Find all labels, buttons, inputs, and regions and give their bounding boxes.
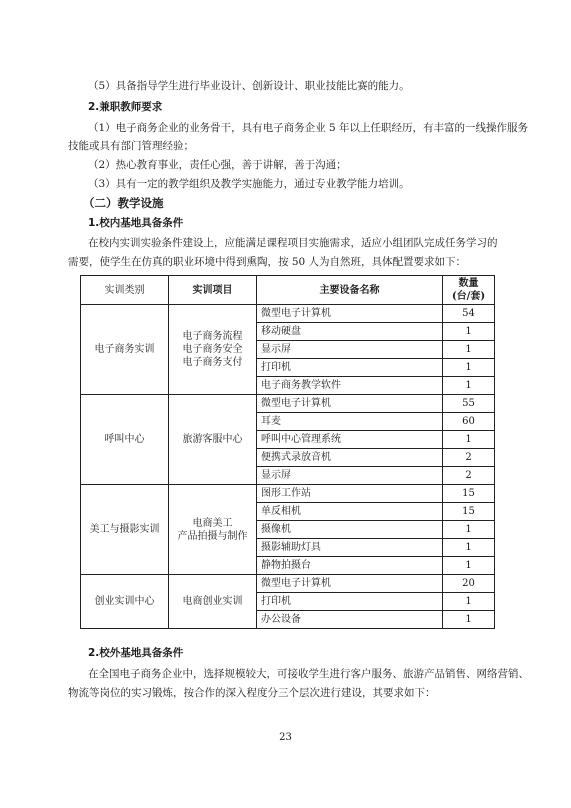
equipment-table <box>80 275 495 629</box>
equipment-name: 打印机 <box>257 593 443 611</box>
project-line: 电商创业实训 <box>182 596 243 607</box>
equipment-name: 微型电子计算机 <box>257 575 443 593</box>
page-number: 23 <box>279 732 292 743</box>
category-cell: 创业实训中心 <box>81 575 169 629</box>
table-row <box>81 395 495 413</box>
equipment-qty: 1 <box>443 377 495 395</box>
table-row <box>81 575 495 593</box>
equipment-qty: 55 <box>443 395 495 413</box>
equipment-name: 摄像机 <box>257 521 443 539</box>
header-quantity-line1: 数量 <box>458 278 479 289</box>
project-line: 电商美工 <box>192 517 233 529</box>
equipment-qty: 2 <box>443 449 495 467</box>
equipment-qty: 1 <box>443 611 495 629</box>
equipment-name: 显示屏 <box>257 467 443 485</box>
project-cell <box>169 575 257 629</box>
text-line: 在校内实训实验条件建设上，应能满足课程项目实施需求，适应小组团队完成任务学习的 <box>88 237 498 249</box>
header-quantity-line2: (台/套) <box>451 291 486 302</box>
text-line: （3）具有一定的教学组织及教学实施能力，通过专业教学能力培训。 <box>88 178 410 190</box>
equipment-qty: 1 <box>443 359 495 377</box>
equipment-qty: 15 <box>443 503 495 521</box>
equipment-qty: 20 <box>443 575 495 593</box>
equipment-name: 呼叫中心管理系统 <box>257 431 443 449</box>
project-line: 电子商务安全 <box>182 344 243 355</box>
heading-part-time: 2.兼职教师要求 <box>88 101 163 113</box>
equipment-name: 微型电子计算机 <box>257 395 443 413</box>
heading-internal-base: 1.校内基地具备条件 <box>88 217 184 229</box>
equipment-name: 静物拍摄台 <box>257 557 443 575</box>
equipment-name: 显示屏 <box>257 341 443 359</box>
equipment-name: 电子商务教学软件 <box>257 377 443 395</box>
header-project: 实训项目 <box>169 276 257 305</box>
equipment-name: 图形工作站 <box>257 485 443 503</box>
equipment-qty: 1 <box>443 323 495 341</box>
equipment-qty: 1 <box>443 557 495 575</box>
project-cell <box>169 485 257 575</box>
equipment-name: 耳麦 <box>257 413 443 431</box>
project-line: 旅游客服中心 <box>182 434 243 445</box>
equipment-qty: 1 <box>443 593 495 611</box>
equipment-name: 办公设备 <box>257 611 443 629</box>
heading-external-base: 2.校外基地具备条件 <box>88 647 184 659</box>
equipment-name: 单反相机 <box>257 503 443 521</box>
equipment-name: 移动硬盘 <box>257 323 443 341</box>
equipment-name: 微型电子计算机 <box>257 305 443 323</box>
equipment-qty: 1 <box>443 521 495 539</box>
text-line: （5）具备指导学生进行毕业设计、创新设计、职业技能比赛的能力。 <box>88 80 410 92</box>
project-line: 电子商务流程 <box>182 331 243 342</box>
project-line: 电子商务支付 <box>182 357 243 368</box>
section-title: （二）教学设施 <box>83 196 164 210</box>
equipment-qty: 1 <box>443 431 495 449</box>
equipment-name: 便携式录放音机 <box>257 449 443 467</box>
text-line: 物流等岗位的实习锻炼，按合作的深入程度分三个层次进行建设，其要求如下： <box>68 687 436 699</box>
header-equipment: 主要设备名称 <box>257 276 443 305</box>
table-row <box>81 305 495 323</box>
text-line: 技能或具有部门管理经验； <box>68 140 194 152</box>
text-line: （1）电子商务企业的业务骨干，具有电子商务企业 5 年以上任职经历，有丰富的一线操作服务 <box>88 122 529 134</box>
header-quantity <box>443 276 495 305</box>
category-cell: 呼叫中心 <box>81 395 169 485</box>
equipment-qty: 15 <box>443 485 495 503</box>
equipment-qty: 54 <box>443 305 495 323</box>
equipment-qty: 2 <box>443 467 495 485</box>
text-line: 在全国电子商务企业中，选择规模较大，可接收学生进行客户服务、旅游产品销售、网络营销、 <box>88 668 529 680</box>
table-row <box>81 485 495 503</box>
header-category: 实训类别 <box>81 276 169 305</box>
equipment-qty: 60 <box>443 413 495 431</box>
project-cell <box>169 395 257 485</box>
text-line: 需要，使学生在仿真的职业环境中得到熏陶，按 50 人为自然班，具体配置要求如下： <box>68 256 467 268</box>
equipment-qty: 1 <box>443 341 495 359</box>
project-line: 产品拍摄与制作 <box>177 530 248 542</box>
category-cell: 美工与摄影实训 <box>81 485 169 575</box>
text-line: （2）热心教育事业，责任心强，善于讲解，善于沟通； <box>88 159 347 171</box>
equipment-name: 打印机 <box>257 359 443 377</box>
equipment-name: 摄影辅助灯具 <box>257 539 443 557</box>
project-cell <box>169 305 257 395</box>
equipment-qty: 1 <box>443 539 495 557</box>
category-cell: 电子商务实训 <box>81 305 169 395</box>
